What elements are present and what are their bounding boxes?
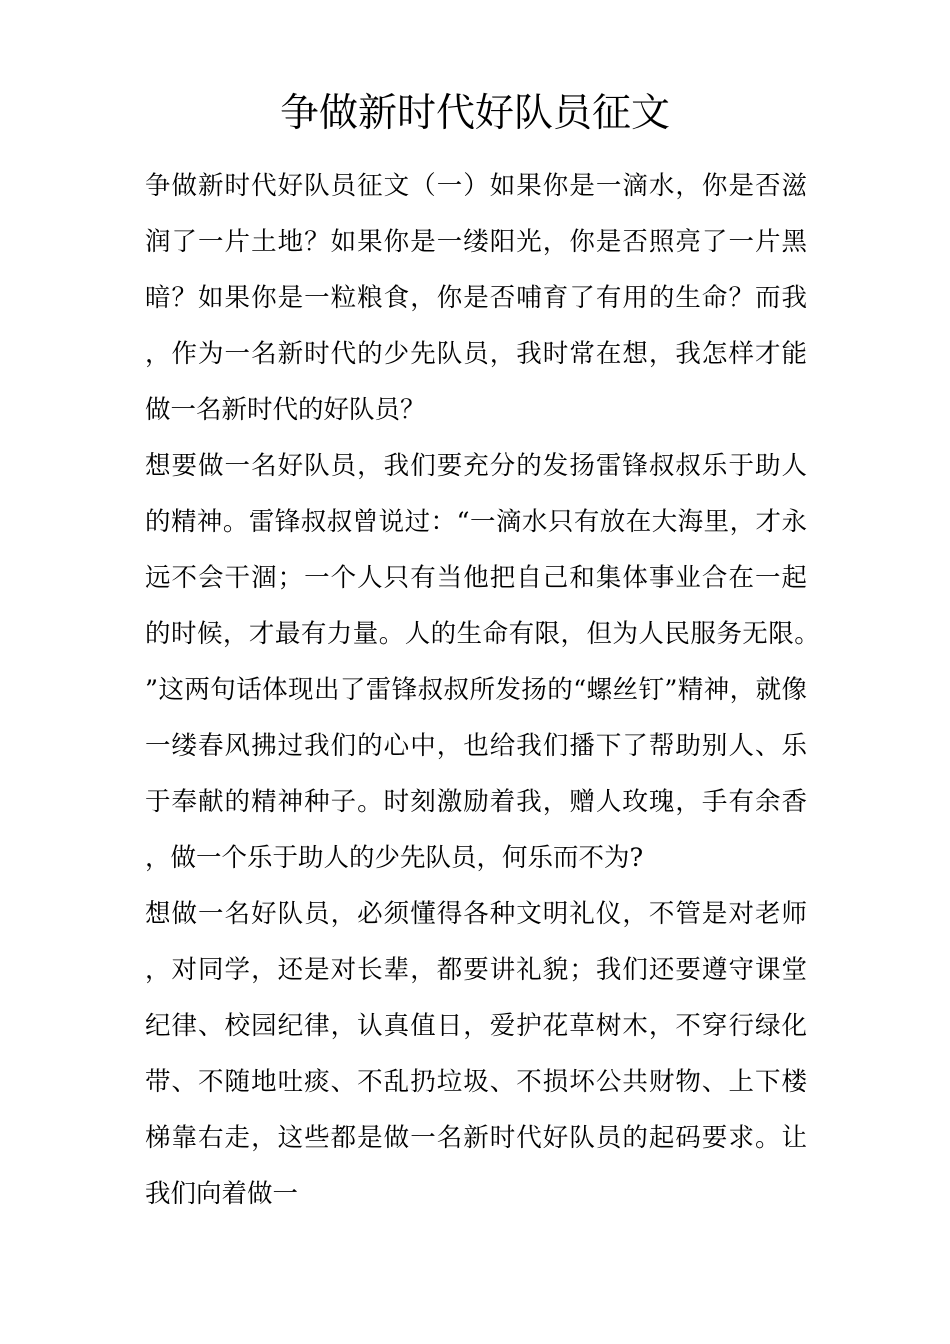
paragraph-2: 想要做一名好队员，我们要充分的发扬雷锋叔叔乐于助人的精神。雷锋叔叔曾说过：“一滴水只有放在大海里，才永远不会干涸；一个人只有当他把自己和集体事业合在一起的时候，才最有力量。人的生命有限，但为人民服务无限。”这两句话体现出了雷锋叔叔所发扬的“螺丝钉”精神，就像一缕春风拂过我们的心中，也给我们播下了帮助别人、乐于奉献的精神种子。时刻激励着我，赠人玫瑰，手有余香，做一个乐于助人的少先队员，何乐而不为? [145,451,807,873]
paragraph-3: 想做一名好队员，必须懂得各种文明礼仪，不管是对老师，对同学，还是对长辈，都要讲礼貌；我们还要遵守课堂纪律、校园纪律，认真值日，爱护花草树木，不穿行绿化带、不随地吐痰、不乱扔垃圾、不损坏公共财物、上下楼梯靠右走，这些都是做一名新时代好队员的起码要求。让我们向着做一 [145,899,807,1209]
document-title: 争做新时代好队员征文 [279,91,670,136]
paragraph-1: 争做新时代好队员征文（一）如果你是一滴水，你是否滋润了一片土地？如果你是一缕阳光，你是否照亮了一片黑暗？如果你是一粒粮食，你是否哺育了有用的生命？而我，作为一名新时代的少先队员，我时常在想，我怎样才能做一名新时代的好队员？ [145,171,807,425]
document-body [145,158,807,1222]
